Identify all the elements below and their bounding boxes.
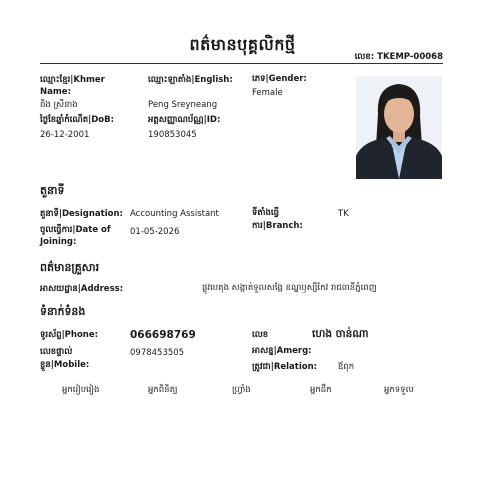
english-name-value: Peng Sreyneang: [148, 100, 218, 110]
emergency-label: អាសន្ន|Amerg:: [252, 346, 312, 356]
signature-delivered-by: អ្នកដឹក: [310, 385, 332, 395]
khmer-name-value: ពិង ស្រីនាង: [40, 100, 78, 110]
phone-value: 066698769: [130, 329, 196, 341]
signature-frame: ហ្វ្រាំង: [232, 385, 251, 395]
page-title: ពត៌មានបុគ្គលិកថ្មី: [189, 35, 296, 54]
english-name-label: ឈ្មោះឡាតាំង|English:: [148, 75, 233, 85]
khmer-name-label: ឈ្មោះខ្មែរ|Khmer Name:: [40, 75, 105, 97]
joining-label: ចូលធ្វើការ|Date of Joining:: [40, 225, 111, 247]
emergency-number-label: លេខ: [252, 330, 269, 340]
gender-label: ភេទ|Gender:: [252, 74, 307, 84]
gender-value: Female: [252, 88, 283, 98]
id-value: 190853045: [148, 130, 197, 140]
position-section-title: តួនាទី: [40, 184, 65, 197]
employee-photo: [356, 76, 442, 179]
branch-label: ទីតាំងធ្វើការ|Branch:: [252, 208, 303, 231]
mobile-value: 0978453505: [130, 348, 185, 358]
joining-value: 01-05-2026: [130, 227, 180, 237]
address-value: ផ្លូវបេតុង សង្កាត់ទួលសង្កែ ខណ្ឌឫស្សីកែវ រាជធានីភ្នំពេញ: [202, 283, 377, 293]
contact-section-title: ទំនាក់ទំនង: [40, 305, 86, 318]
address-label: អាសយដ្ឋាន|Address:: [40, 284, 124, 294]
header-divider: [40, 63, 443, 64]
family-section-title: ពត៌មានគ្រួសារ: [40, 261, 100, 274]
phone-label: ទូរស័ព្ទ|Phone:: [40, 330, 99, 340]
relation-label: ត្រូវជា|Relation:: [252, 362, 318, 372]
dob-value: 26-12-2001: [40, 130, 90, 140]
document-number-value: TKEMP-00068: [377, 52, 443, 62]
document-number-label: លេខ:: [354, 52, 375, 62]
branch-value: TK: [338, 209, 349, 219]
designation-label: តួនាទី|Designation:: [40, 209, 123, 219]
designation-value: Accounting Assistant: [130, 209, 219, 219]
emergency-contact-name: ហេង ចាន់ណា: [312, 328, 369, 340]
id-label: អត្តសញ្ញាណប័ណ្ណ|ID:: [148, 115, 221, 125]
relation-value: ឪពុក: [338, 362, 355, 372]
signature-received-by: អ្នកទទួល: [384, 385, 414, 395]
dob-label: ថ្ងៃខែឆ្នាំកំណើត|DoB:: [40, 115, 115, 125]
signature-prepared-by: អ្នករៀបរៀង: [62, 385, 100, 395]
mobile-label: លេខផ្ទាល់ខ្លួន|Mobile:: [40, 347, 90, 370]
signature-reviewed-by: អ្នកពិនិត្យ: [148, 385, 178, 395]
